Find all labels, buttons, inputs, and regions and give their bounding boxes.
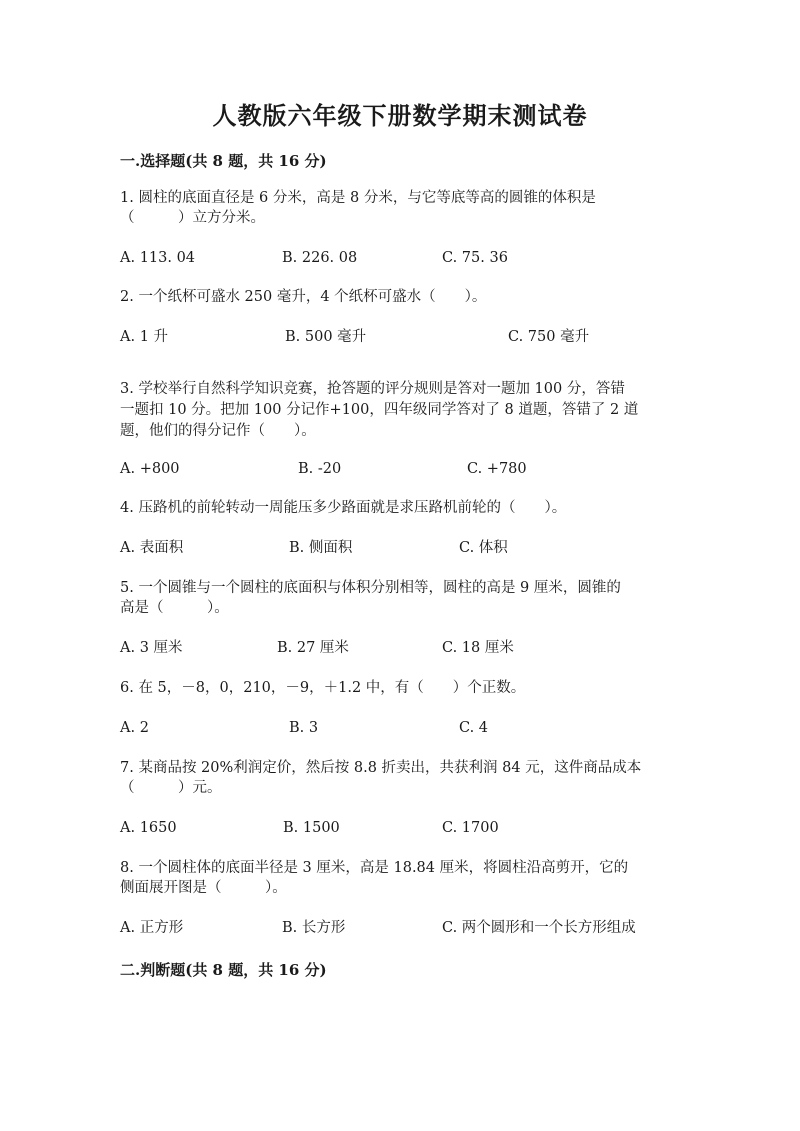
- option-a: A. 3 厘米: [120, 640, 183, 656]
- question-line: 8. 一个圆柱体的底面半径是 3 厘米，高是 18.84 厘米，将圆柱沿高剪开，它的: [120, 860, 629, 876]
- option-b: B. 226. 08: [282, 250, 358, 266]
- question-line: 侧面展开图是（ ）。: [120, 880, 287, 896]
- option-b: B. 27 厘米: [277, 640, 349, 656]
- question-line: 一题扣 10 分。把加 100 分记作+100，四年级同学答对了 8 道题，答错了 2 道: [120, 402, 639, 418]
- section-heading-judgement: 二.判断题(共 8 题，共 16 分): [120, 961, 327, 979]
- question-line: 2. 一个纸杯可盛水 250 毫升，4 个纸杯可盛水（ ）。: [120, 289, 487, 305]
- question-line: （ ）立方分米。: [120, 210, 265, 226]
- option-a: A. 113. 04: [120, 250, 196, 266]
- question-line: 3. 学校举行自然科学知识竞赛，抢答题的评分规则是答对一题加 100 分，答错: [120, 381, 625, 397]
- option-a: A. 正方形: [120, 920, 184, 936]
- question-line: 6. 在 5，－8，0，210，－9，＋1.2 中，有（ ）个正数。: [120, 680, 526, 696]
- question-line: （ ）元。: [120, 780, 222, 796]
- question-line: 1. 圆柱的底面直径是 6 分米，高是 8 分米，与它等底等高的圆锥的体积是: [120, 190, 596, 206]
- question-5: [120, 578, 680, 618]
- option-b: B. 500 毫升: [285, 329, 367, 345]
- question-line: 5. 一个圆锥与一个圆柱的底面积与体积分别相等，圆柱的高是 9 厘米，圆锥的: [120, 580, 621, 596]
- option-a: A. +800: [120, 461, 180, 477]
- option-a: A. 1 升: [120, 329, 169, 345]
- question-line: 4. 压路机的前轮转动一周能压多少路面就是求压路机前轮的（ ）。: [120, 500, 567, 516]
- question-line: 高是（ ）。: [120, 600, 229, 616]
- question-1: [120, 188, 680, 228]
- option-c: C. 750 毫升: [508, 329, 590, 345]
- option-b: B. -20: [298, 461, 342, 477]
- option-b: B. 3: [289, 720, 319, 736]
- option-c: C. 两个圆形和一个长方形组成: [442, 920, 636, 936]
- option-a: A. 2: [120, 720, 149, 736]
- page-title: 人教版六年级下册数学期末测试卷: [212, 101, 588, 130]
- option-a: A. 1650: [120, 820, 177, 836]
- option-b: B. 侧面积: [289, 540, 353, 556]
- question-7: [120, 758, 680, 798]
- question-line: 7. 某商品按 20%利润定价，然后按 8.8 折卖出，共获利润 84 元，这件商品成本: [120, 760, 642, 776]
- option-c: C. 4: [459, 720, 489, 736]
- option-c: C. +780: [467, 461, 527, 477]
- question-2: [120, 287, 680, 307]
- option-c: C. 1700: [442, 820, 499, 836]
- question-3: [120, 379, 680, 442]
- option-c: C. 18 厘米: [442, 640, 514, 656]
- option-c: C. 75. 36: [442, 250, 508, 266]
- option-c: C. 体积: [459, 540, 508, 556]
- section-heading-choice: 一.选择题(共 8 题，共 16 分): [120, 152, 327, 170]
- option-b: B. 1500: [283, 820, 340, 836]
- question-8: [120, 858, 680, 898]
- option-a: A. 表面积: [120, 540, 184, 556]
- option-b: B. 长方形: [282, 920, 346, 936]
- question-line: 题，他们的得分记作（ ）。: [120, 423, 316, 439]
- question-4: [120, 498, 680, 518]
- question-6: [120, 678, 680, 698]
